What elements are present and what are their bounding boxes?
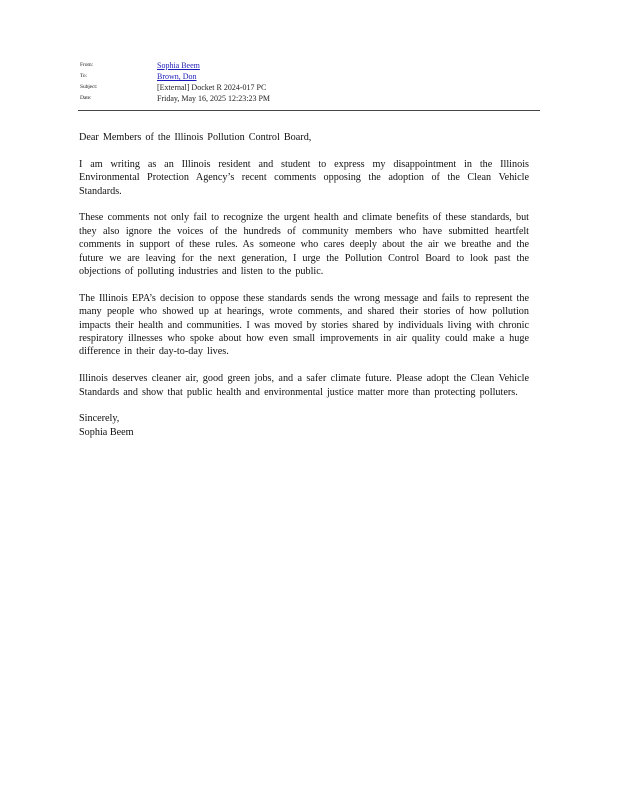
to-link[interactable]: Brown, Don bbox=[157, 72, 197, 81]
paragraph-1: I am writing as an Illinois resident and student to express my disappointment in the Illinois Environmental Protection Agency’s recent comments opposing the adoption of the Clean Vehicle Standards. bbox=[79, 158, 529, 197]
date-value: Friday, May 16, 2025 12:23:23 PM bbox=[157, 94, 271, 103]
subject-row bbox=[80, 84, 540, 95]
from-link[interactable]: Sophia Beem bbox=[157, 61, 200, 70]
subject-label: Subject: bbox=[80, 84, 98, 90]
closing: Sincerely, bbox=[79, 413, 120, 425]
subject-value: [External] Docket R 2024-017 PC bbox=[157, 83, 267, 92]
letter-body bbox=[79, 131, 529, 439]
date-label: Date: bbox=[80, 95, 92, 101]
paragraph-4: Illinois deserves cleaner air, good green jobs, and a safer climate future. Please adopt the Clean Vehicle Standards and show that public health and environmental justice matter more than protecting polluters. bbox=[79, 373, 529, 398]
paragraph-2: These comments not only fail to recognize the urgent health and climate benefits of these standards, but they also ignore the voices of the hundreds of community members who have submitted heartfelt comments in support of these rules. As someone who cares deeply about the air we breathe and the future we are leaving for the next generation, I urge the Pollution Control Board to look past the objections of polluting industries and listen to the public. bbox=[79, 212, 529, 278]
from-label: From: bbox=[80, 62, 93, 68]
paragraph-3: The Illinois EPA’s decision to oppose these standards sends the wrong message and fails to represent the many people who showed up at hearings, wrote comments, and shared their stories of how pollution impacts their health and communities. I was moved by stories shared by individuals living with chronic respiratory illnesses who spoke about how even small improvements in air quality could make a huge difference in their day-to-day lives. bbox=[79, 292, 529, 358]
salutation: Dear Members of the Illinois Pollution Control Board, bbox=[79, 132, 312, 143]
signature: Sophia Beem bbox=[79, 426, 134, 438]
header-divider bbox=[78, 110, 540, 111]
date-row bbox=[80, 95, 540, 106]
to-label: To: bbox=[80, 73, 87, 79]
to-row bbox=[80, 73, 540, 84]
from-row bbox=[80, 62, 540, 73]
email-header bbox=[80, 62, 540, 106]
